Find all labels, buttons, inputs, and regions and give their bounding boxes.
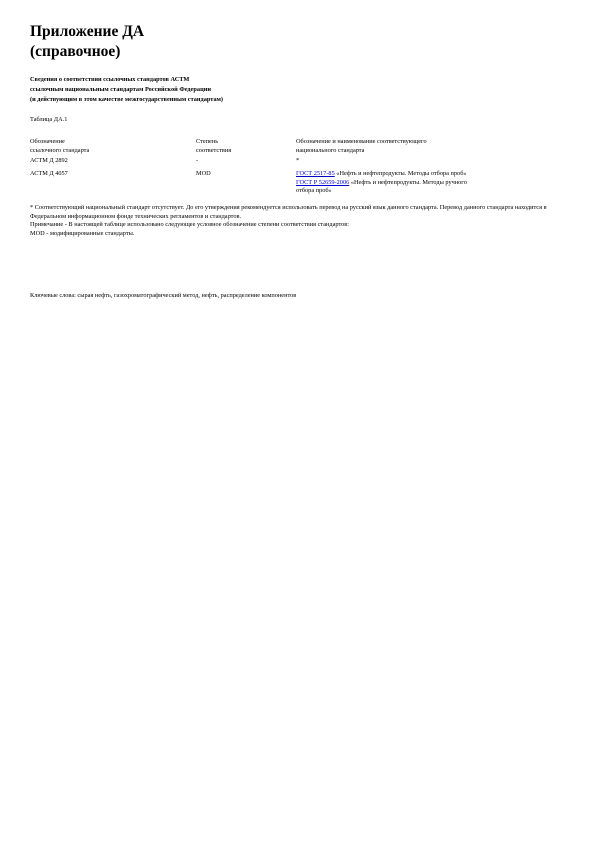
mod-definition: MOD - модифицированные стандарты. xyxy=(30,229,135,237)
keywords: Ключевые слова: сырая нефть, газохроматографический метод, нефть, распределение компонентов xyxy=(30,292,297,299)
table-header-row xyxy=(30,138,550,157)
footnote: * Соответствующий национальный стандарт отсутствует. До его утверждения рекомендуется использовать перевод на русский язык данного стандарта. Перевод данного стандарта находится в Федеральном информационном фонде технических регламентов и стандартов. xyxy=(30,204,547,220)
gost-r-52659-link[interactable]: ГОСТ Р 52659-2006 xyxy=(296,178,350,186)
cell-degree: - xyxy=(196,157,199,164)
appendix-title xyxy=(30,22,144,62)
national-standard-1 xyxy=(296,170,556,179)
header-text: Степень xyxy=(196,138,219,145)
table-notes xyxy=(30,204,550,238)
gost-r-52659-title: «Нефть и нефтепродукты. Методы ручного xyxy=(349,178,467,186)
cell-standard: АСТМ Д 2892 xyxy=(30,157,68,164)
national-standard-2 xyxy=(296,179,556,188)
header-text: национального стандарта xyxy=(296,146,365,154)
header-cell-standard xyxy=(30,138,190,155)
intro-line-3: (и действующим в этом качестве межгосударственным стандартам) xyxy=(30,96,223,103)
national-standard-2-cont: отбора проб» xyxy=(296,187,332,195)
standards-table xyxy=(30,138,550,200)
intro-line-1: Сведения о соответствии ссылочных стандартов АСТМ xyxy=(30,76,190,83)
appendix-title-line1: Приложение ДА xyxy=(30,23,145,40)
header-text: Обозначение и наименование соответствующего xyxy=(296,138,427,145)
intro-line-2: ссылочным национальным стандартам Российской Федерации xyxy=(30,86,211,93)
remark: Примечание - В настоящей таблице использовано следующее условное обозначение степени соответствия стандартов: xyxy=(30,221,350,229)
gost-2517-title: «Нефть и нефтепродукты. Методы отбора проб» xyxy=(334,170,467,177)
header-text: ссылочного стандарта xyxy=(30,146,90,154)
cell-national: * xyxy=(296,157,300,164)
intro-heading xyxy=(30,75,223,105)
appendix-title-line2: (справочное) xyxy=(30,43,121,60)
cell-national xyxy=(296,170,556,196)
cell-standard: АСТМ Д 4057 xyxy=(30,170,68,177)
header-cell-degree xyxy=(196,138,291,155)
gost-2517-link[interactable]: ГОСТ 2517-85 xyxy=(296,170,335,177)
header-text: соответствия xyxy=(196,146,232,154)
cell-degree: MOD xyxy=(196,170,211,177)
table-row xyxy=(30,170,550,200)
header-cell-national xyxy=(296,138,556,155)
table-caption: Таблица ДА.1 xyxy=(30,116,68,123)
header-text: Обозначение xyxy=(30,138,65,145)
table-row xyxy=(30,157,550,170)
